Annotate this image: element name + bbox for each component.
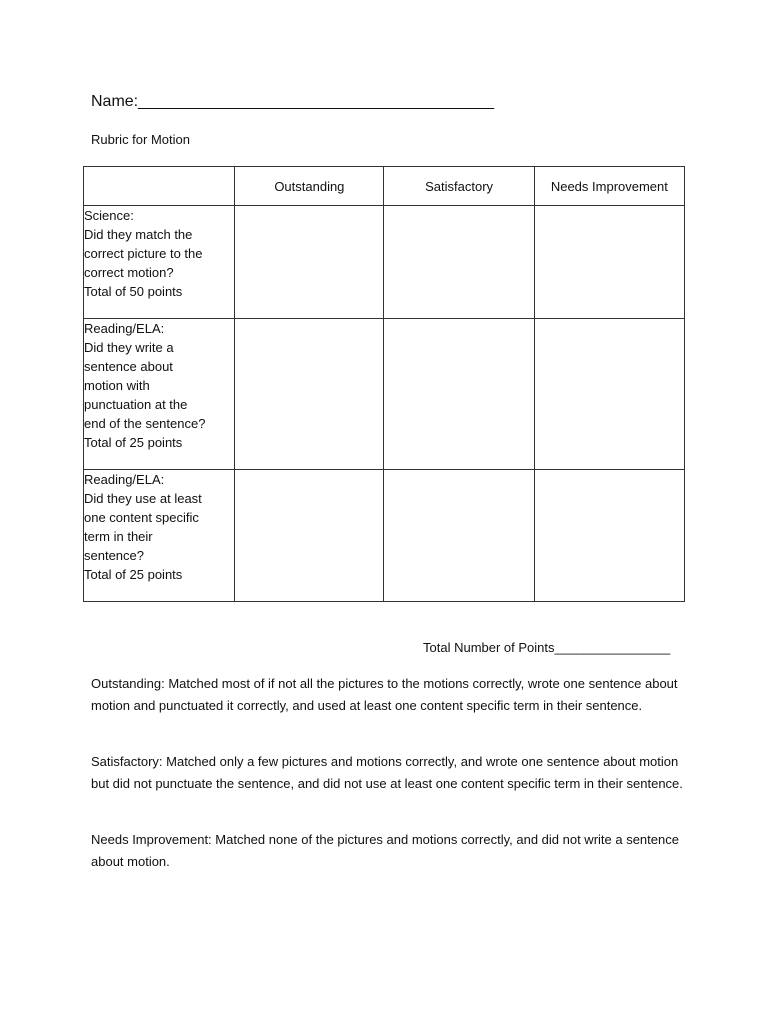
table-row xyxy=(84,319,685,470)
needs-improvement-description: Needs Improvement: Matched none of the pictures and motions correctly, and did not write a sentence about motion. xyxy=(91,832,679,869)
total-points-label: Total Number of Points xyxy=(423,640,555,655)
name-blank-line: ________________________________________ xyxy=(138,93,495,110)
score-cell-satisfactory xyxy=(384,206,534,319)
satisfactory-description: Satisfactory: Matched only a few pictures and motions correctly, and wrote one sentence about motion but did not punctuate the sentence, and did not use at least one content specific term in their sentence. xyxy=(91,754,683,791)
score-cell-outstanding xyxy=(235,470,384,602)
score-cell-satisfactory xyxy=(384,319,534,470)
table-header-row xyxy=(84,167,685,206)
score-cell-outstanding xyxy=(235,319,384,470)
header-cell-outstanding: Outstanding xyxy=(235,167,384,206)
criteria-line: Did they write a xyxy=(84,340,174,355)
criteria-line: one content specific xyxy=(84,510,199,525)
score-cell-outstanding xyxy=(235,206,384,319)
criteria-cell-science xyxy=(84,206,235,319)
criteria-line: punctuation at the xyxy=(84,397,188,412)
criteria-line: Reading/ELA: xyxy=(84,472,165,487)
header-cell-blank xyxy=(84,167,235,206)
total-points-blank-line: ________________ xyxy=(554,640,671,655)
criteria-line: sentence about xyxy=(84,359,173,374)
criteria-line: correct motion? xyxy=(84,265,174,280)
criteria-line: Total of 50 points xyxy=(84,284,183,299)
criteria-line: Science: xyxy=(84,208,134,223)
table-row xyxy=(84,470,685,602)
criteria-line: Reading/ELA: xyxy=(84,321,165,336)
criteria-line: Total of 25 points xyxy=(84,567,183,582)
criteria-line: term in their xyxy=(84,529,153,544)
criteria-line: correct picture to the xyxy=(84,246,203,261)
score-cell-satisfactory xyxy=(384,470,534,602)
name-field xyxy=(91,93,494,111)
score-cell-needs-improvement xyxy=(534,470,684,602)
criteria-line: Did they use at least xyxy=(84,491,202,506)
rubric-title: Rubric for Motion xyxy=(91,132,190,147)
score-cell-needs-improvement xyxy=(534,206,684,319)
total-points-field xyxy=(423,640,670,655)
criteria-line: end of the sentence? xyxy=(84,416,206,431)
criteria-line: sentence? xyxy=(84,548,144,563)
criteria-cell-reading-term xyxy=(84,470,235,602)
criteria-line: Did they match the xyxy=(84,227,193,242)
criteria-cell-reading-sentence xyxy=(84,319,235,470)
criteria-line: Total of 25 points xyxy=(84,435,183,450)
name-label: Name: xyxy=(91,93,139,110)
table-row xyxy=(84,206,685,319)
outstanding-description: Outstanding: Matched most of if not all the pictures to the motions correctly, wrote one sentence about motion and punctuated it correctly, and used at least one content specific term in their sentence. xyxy=(91,676,678,713)
score-cell-needs-improvement xyxy=(534,319,684,470)
header-cell-needs-improvement: Needs Improvement xyxy=(534,167,684,206)
header-cell-satisfactory: Satisfactory xyxy=(384,167,534,206)
criteria-line: motion with xyxy=(84,378,150,393)
rubric-table xyxy=(83,166,685,602)
